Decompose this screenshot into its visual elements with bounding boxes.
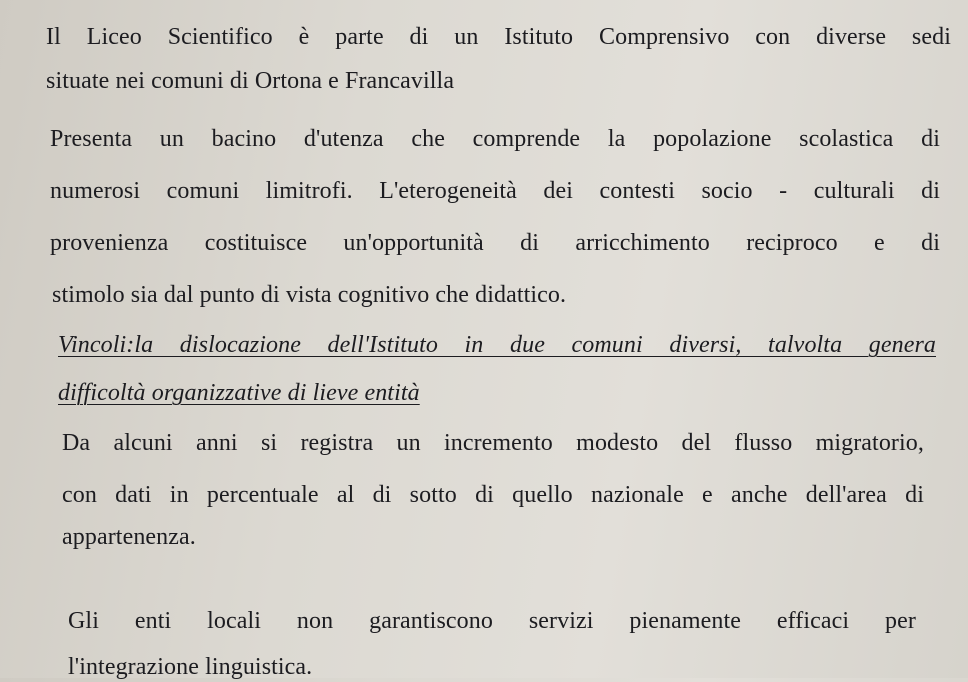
text-line: l'integrazione linguistica. [68,654,313,680]
text-line: con dati in percentuale al di sotto di quello nazionale e anche dell'area di [62,482,924,508]
text-line: Presenta un bacino d'utenza che comprende la popolazione scolastica di [50,126,940,152]
text-line: Vincoli:la dislocazione dell'Istituto in due comuni diversi, talvolta genera [58,332,936,358]
text-line: Gli enti locali non garantiscono servizi pienamente efficaci per [68,608,916,634]
text-line: situate nei comuni di Ortona e Francavilla [46,68,455,94]
text-line: Il Liceo Scientifico è parte di un Istituto Comprensivo con diverse sedi [46,24,951,50]
text-line: Da alcuni anni si registra un incremento modesto del flusso migratorio, [62,430,924,456]
text-line: stimolo sia dal punto di vista cognitivo che didattico. [52,282,567,308]
text-line: difficoltà organizzative di lieve entità [58,380,420,406]
text-line: appartenenza. [62,524,196,550]
text-line: provenienza costituisce un'opportunità di arricchimento reciproco e di [50,230,940,256]
text-line: numerosi comuni limitrofi. L'eterogeneità dei contesti socio - culturali di [50,178,940,204]
